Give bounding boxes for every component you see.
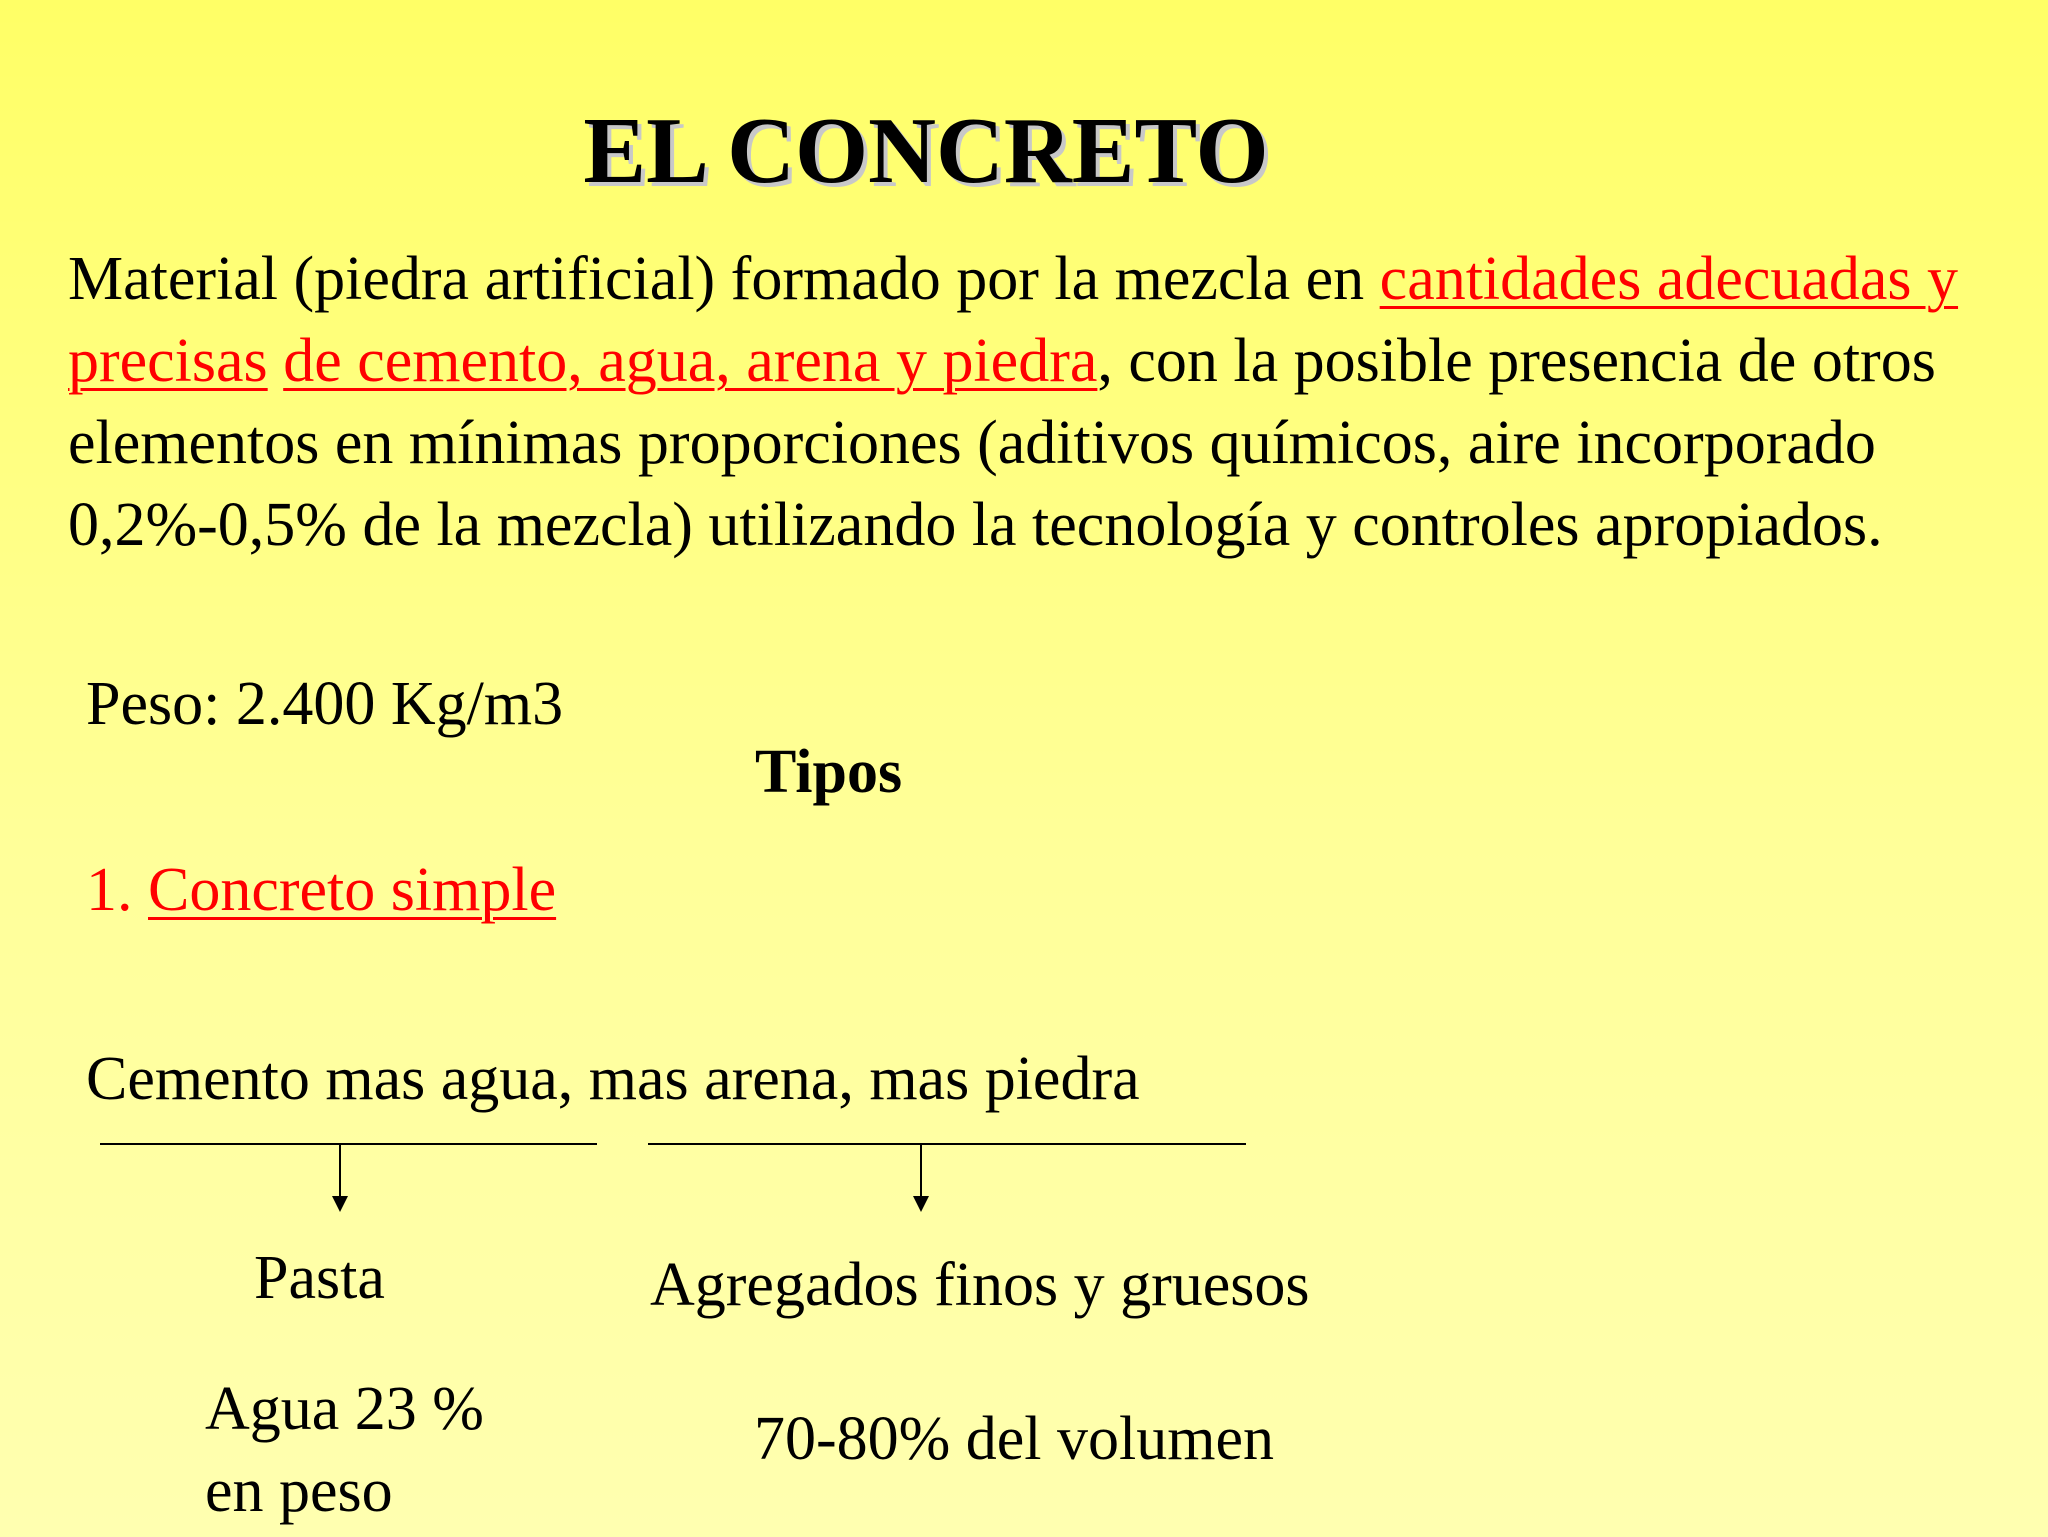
slide-title: EL CONCRETO <box>583 99 1269 203</box>
pasta-detail-line-2: en peso <box>205 1457 393 1525</box>
pasta-arrow-stem <box>339 1144 341 1198</box>
definition-paragraph <box>68 238 2008 566</box>
agregados-label: Agregados finos y gruesos <box>650 1251 1310 1319</box>
highlight-ingredients: de cemento, agua, arena y piedra <box>283 327 1098 395</box>
agregados-arrow-head <box>913 1196 929 1212</box>
formula-text: Cemento mas agua, mas arena, mas piedra <box>86 1045 1140 1113</box>
pasta-label: Pasta <box>254 1244 385 1312</box>
peso-text: Peso: 2.400 Kg/m3 <box>86 670 564 738</box>
agregados-arrow-stem <box>920 1144 922 1198</box>
agregados-bracket-line <box>648 1143 1246 1145</box>
definition-rest: , con la posible presencia de otros elementos en mínimas proporciones (aditivos químicos, aire incorporado 0,2%-0,5% de la mezcla) utilizando la tecnología y controles apropiados. <box>68 327 1936 559</box>
agregados-detail: 70-80% del volumen <box>754 1405 1275 1473</box>
pasta-arrow-head <box>332 1196 348 1212</box>
highlight-quantities: cantidades adecuadas y precisas <box>68 245 1959 395</box>
definition-gap <box>268 327 284 395</box>
type-1-label: Concreto simple <box>148 856 557 924</box>
pasta-bracket-line <box>100 1143 597 1145</box>
type-1-number: 1. <box>86 856 148 924</box>
definition-lead: Material (piedra artificial) formado por la mezcla en <box>68 245 1380 313</box>
type-1-item <box>86 856 556 924</box>
pasta-detail-line-1: Agua 23 % <box>205 1375 484 1443</box>
tipos-heading: Tipos <box>755 738 903 806</box>
